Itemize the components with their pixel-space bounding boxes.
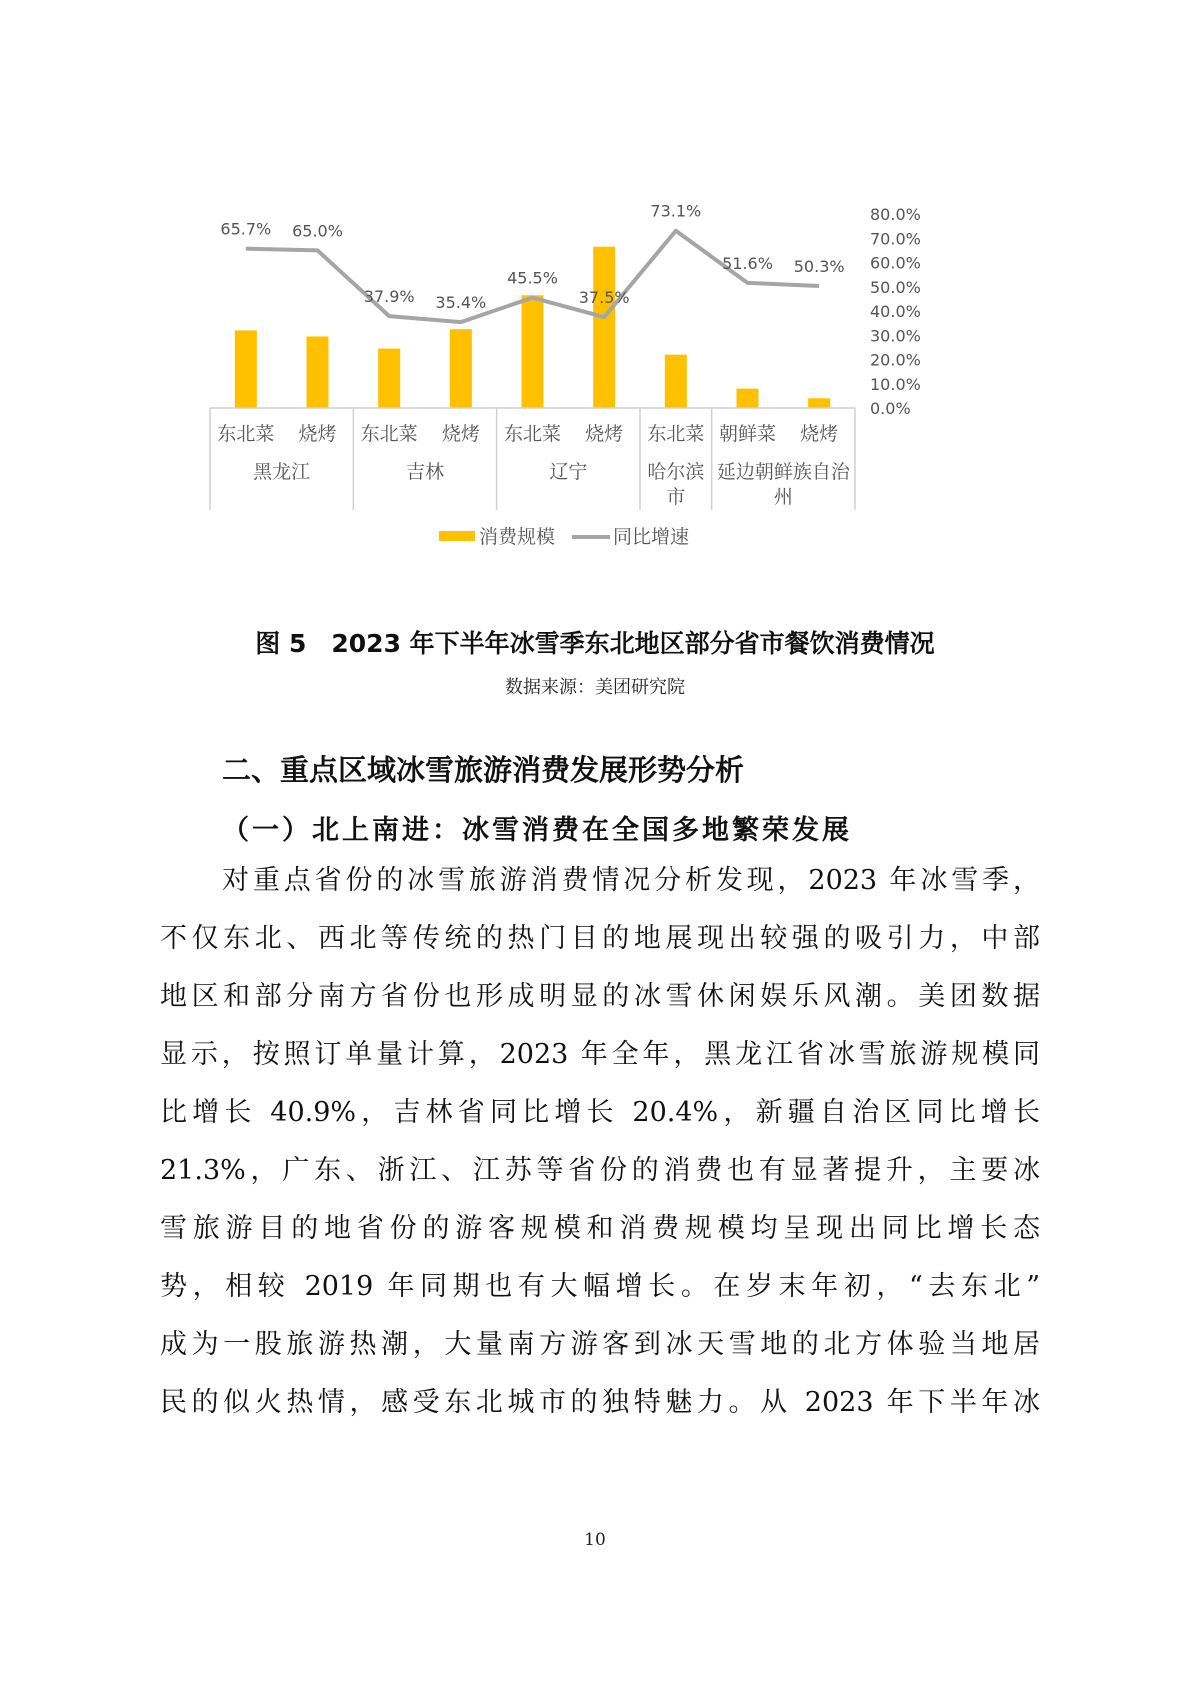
- growth-data-label: 35.4%: [435, 293, 487, 313]
- bar: [450, 329, 472, 408]
- y2-tick-label: 40.0%: [870, 302, 921, 321]
- category-axis: [210, 408, 855, 510]
- legend-bar-swatch: [439, 531, 475, 541]
- category-label: 烧烤: [441, 423, 480, 445]
- page-number: 10: [584, 1530, 606, 1550]
- right-axis: [870, 205, 921, 418]
- paragraph-line: 显示，按照订单量计算，2023 年全年，黑龙江省冰雪旅游规模同: [160, 1039, 1040, 1070]
- growth-data-label: 37.5%: [578, 288, 630, 308]
- legend: [439, 526, 689, 548]
- growth-data-label: 73.1%: [650, 201, 702, 221]
- bar: [378, 349, 400, 408]
- growth-data-label: 65.7%: [220, 219, 272, 239]
- growth-data-label: 50.3%: [793, 257, 845, 277]
- category-label: 烧烤: [800, 423, 839, 445]
- bar: [737, 389, 759, 408]
- growth-data-label: 51.6%: [722, 253, 773, 273]
- category-label: 东北菜: [503, 423, 562, 445]
- paragraph-line: 比增长 40.9%，吉林省同比增长 20.4%，新疆自治区同比增长: [160, 1097, 1040, 1128]
- paragraph-line: 成为一股旅游热潮，大量南方游客到冰天雪地的北方体验当地居: [160, 1329, 1040, 1360]
- y2-tick-label: 10.0%: [870, 374, 921, 394]
- category-label: 东北菜: [647, 423, 705, 445]
- paragraph-line: 21.3%，广东、浙江、江苏等省份的消费也有显著提升，主要冰: [160, 1155, 1040, 1186]
- y2-tick-label: 70.0%: [870, 229, 921, 249]
- section-title: 二、重点区域冰雪旅游消费发展形势分析: [222, 753, 745, 787]
- group-label: 延边朝鲜族自治: [716, 461, 850, 483]
- y2-tick-label: 60.0%: [870, 253, 921, 273]
- bar: [235, 330, 257, 408]
- growth-data-label: 45.5%: [507, 268, 558, 288]
- y2-tick-label: 0.0%: [870, 399, 911, 418]
- bar: [307, 336, 329, 408]
- bar: [522, 295, 544, 408]
- growth-data-label: 37.9%: [363, 287, 415, 307]
- bar: [593, 247, 615, 408]
- category-label: 东北菜: [360, 423, 418, 445]
- group-label: 市: [666, 486, 686, 508]
- group-label: 哈尔滨: [647, 461, 705, 483]
- category-label: 朝鲜菜: [718, 423, 777, 445]
- bar: [808, 398, 830, 408]
- y2-tick-label: 50.0%: [870, 277, 921, 297]
- subsection-title: （一）北上南进：冰雪消费在全国多地繁荣发展: [222, 815, 852, 846]
- paragraph-line: 不仅东北、西北等传统的热门目的地展现出较强的吸引力，中部: [160, 923, 1040, 954]
- y2-tick-label: 30.0%: [870, 326, 921, 346]
- category-label: 东北菜: [217, 423, 275, 445]
- group-label: 吉林: [405, 461, 445, 483]
- group-label: 黑龙江: [253, 461, 311, 483]
- legend-bar-label: 消费规模: [479, 526, 556, 548]
- bar: [665, 355, 687, 408]
- body-paragraph: [160, 852, 1040, 1432]
- figure-caption: 图 5 2023 年下半年冰雪季东北地区部分省市餐饮消费情况: [255, 629, 935, 658]
- paragraph-line: 对重点省份的冰雪旅游消费情况分析发现，2023 年冰雪季，: [222, 865, 1040, 896]
- paragraph-line: 势，相较 2019 年同期也有大幅增长。在岁末年初，“去东北”: [160, 1271, 1040, 1302]
- category-label: 烧烤: [298, 423, 337, 445]
- group-label: 辽宁: [549, 461, 588, 483]
- y2-tick-label: 20.0%: [870, 350, 921, 370]
- paragraph-line: 雪旅游目的地省份的游客规模和消费规模均呈现出同比增长态: [160, 1213, 1040, 1244]
- growth-data-label: 65.0%: [292, 221, 343, 241]
- legend-line-label: 同比增速: [613, 526, 690, 548]
- category-label: 烧烤: [585, 423, 624, 445]
- group-label: 州: [773, 486, 793, 508]
- paragraph-line: 民的似火热情，感受东北城市的独特魅力。从 2023 年下半年冰: [160, 1387, 1040, 1418]
- paragraph-line: 地区和部分南方省份也形成明显的冰雪休闲娱乐风潮。美团数据: [160, 981, 1040, 1012]
- data-source: 数据来源：美团研究院: [505, 677, 685, 698]
- chart: [0, 0, 1190, 600]
- y2-tick-label: 80.0%: [870, 205, 921, 224]
